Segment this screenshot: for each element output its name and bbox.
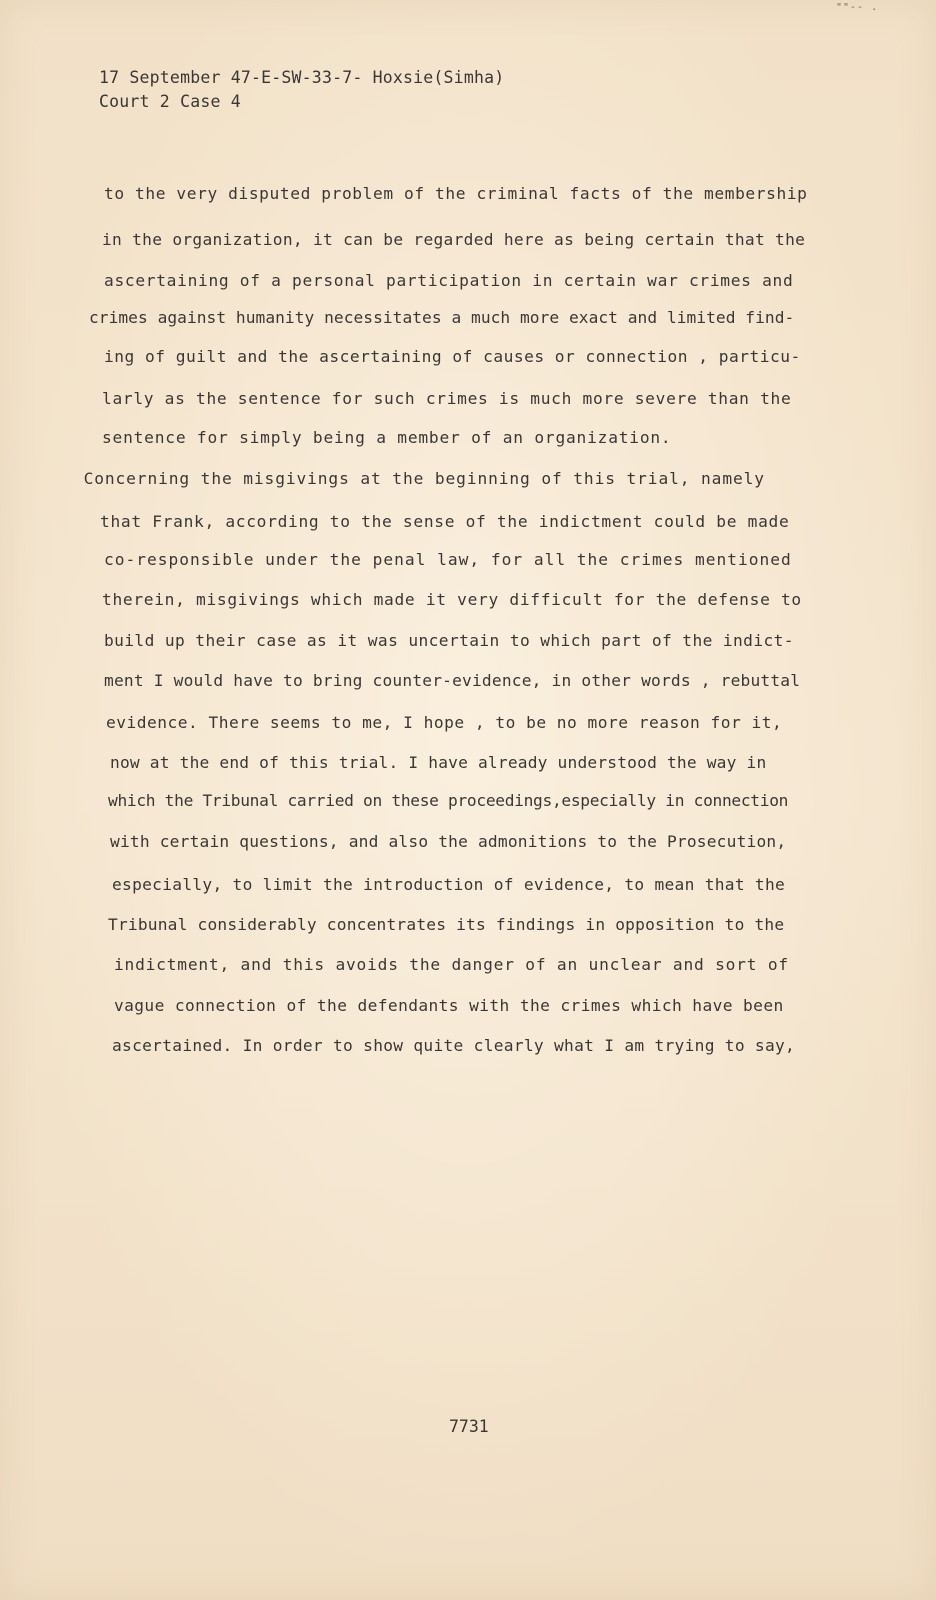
body-line: ascertained. In order to show quite clearly what I am trying to say, xyxy=(112,1036,796,1055)
body-line: larly as the sentence for such crimes is much more severe than the xyxy=(102,389,792,408)
body-line: which the Tribunal carried on these proceedings,especially in connection xyxy=(108,791,789,810)
body-line: especially, to limit the introduction of evidence, to mean that the xyxy=(112,875,786,894)
body-line: sentence for simply being a member of an organization. xyxy=(102,428,672,447)
page-number: 7731 xyxy=(449,1417,489,1436)
body-line: to the very disputed problem of the criminal facts of the membership xyxy=(104,184,808,203)
corner-mark: ""-- . xyxy=(836,2,879,13)
body-line: therein, misgivings which made it very difficult for the defense to xyxy=(102,590,802,609)
body-line: with certain questions, and also the admonitions to the Prosecution, xyxy=(110,832,787,851)
body-line: indictment, and this avoids the danger of an unclear and sort of xyxy=(114,955,789,974)
header-date-reference: 17 September 47-E-SW-33-7- Hoxsie(Simha) xyxy=(99,68,505,87)
body-line: vague connection of the defendants with the crimes which have been xyxy=(114,996,784,1015)
body-line: ment I would have to bring counter-evidence, in other words , rebuttal xyxy=(104,671,801,690)
body-line: that Frank, according to the sense of the indictment could be made xyxy=(100,512,790,531)
document-header xyxy=(99,66,504,114)
body-line: ing of guilt and the ascertaining of causes or connection , particu- xyxy=(104,347,801,366)
body-line: crimes against humanity necessitates a much more exact and limited find- xyxy=(89,308,795,327)
body-line: now at the end of this trial. I have already understood the way in xyxy=(110,753,767,772)
body-line: build up their case as it was uncertain to which part of the indict- xyxy=(104,631,794,650)
body-line: ascertaining of a personal participation in certain war crimes and xyxy=(104,271,794,290)
body-line: Tribunal considerably concentrates its findings in opposition to the xyxy=(108,915,785,934)
body-line: evidence. There seems to me, I hope , to be no more reason for it, xyxy=(106,713,783,732)
body-line: co-responsible under the penal law, for all the crimes mentioned xyxy=(104,550,792,569)
header-court-case: Court 2 Case 4 xyxy=(99,92,241,111)
body-line: Concerning the misgivings at the beginning of this trial, namely xyxy=(41,469,765,488)
body-line: in the organization, it can be regarded here as being certain that the xyxy=(102,230,806,249)
